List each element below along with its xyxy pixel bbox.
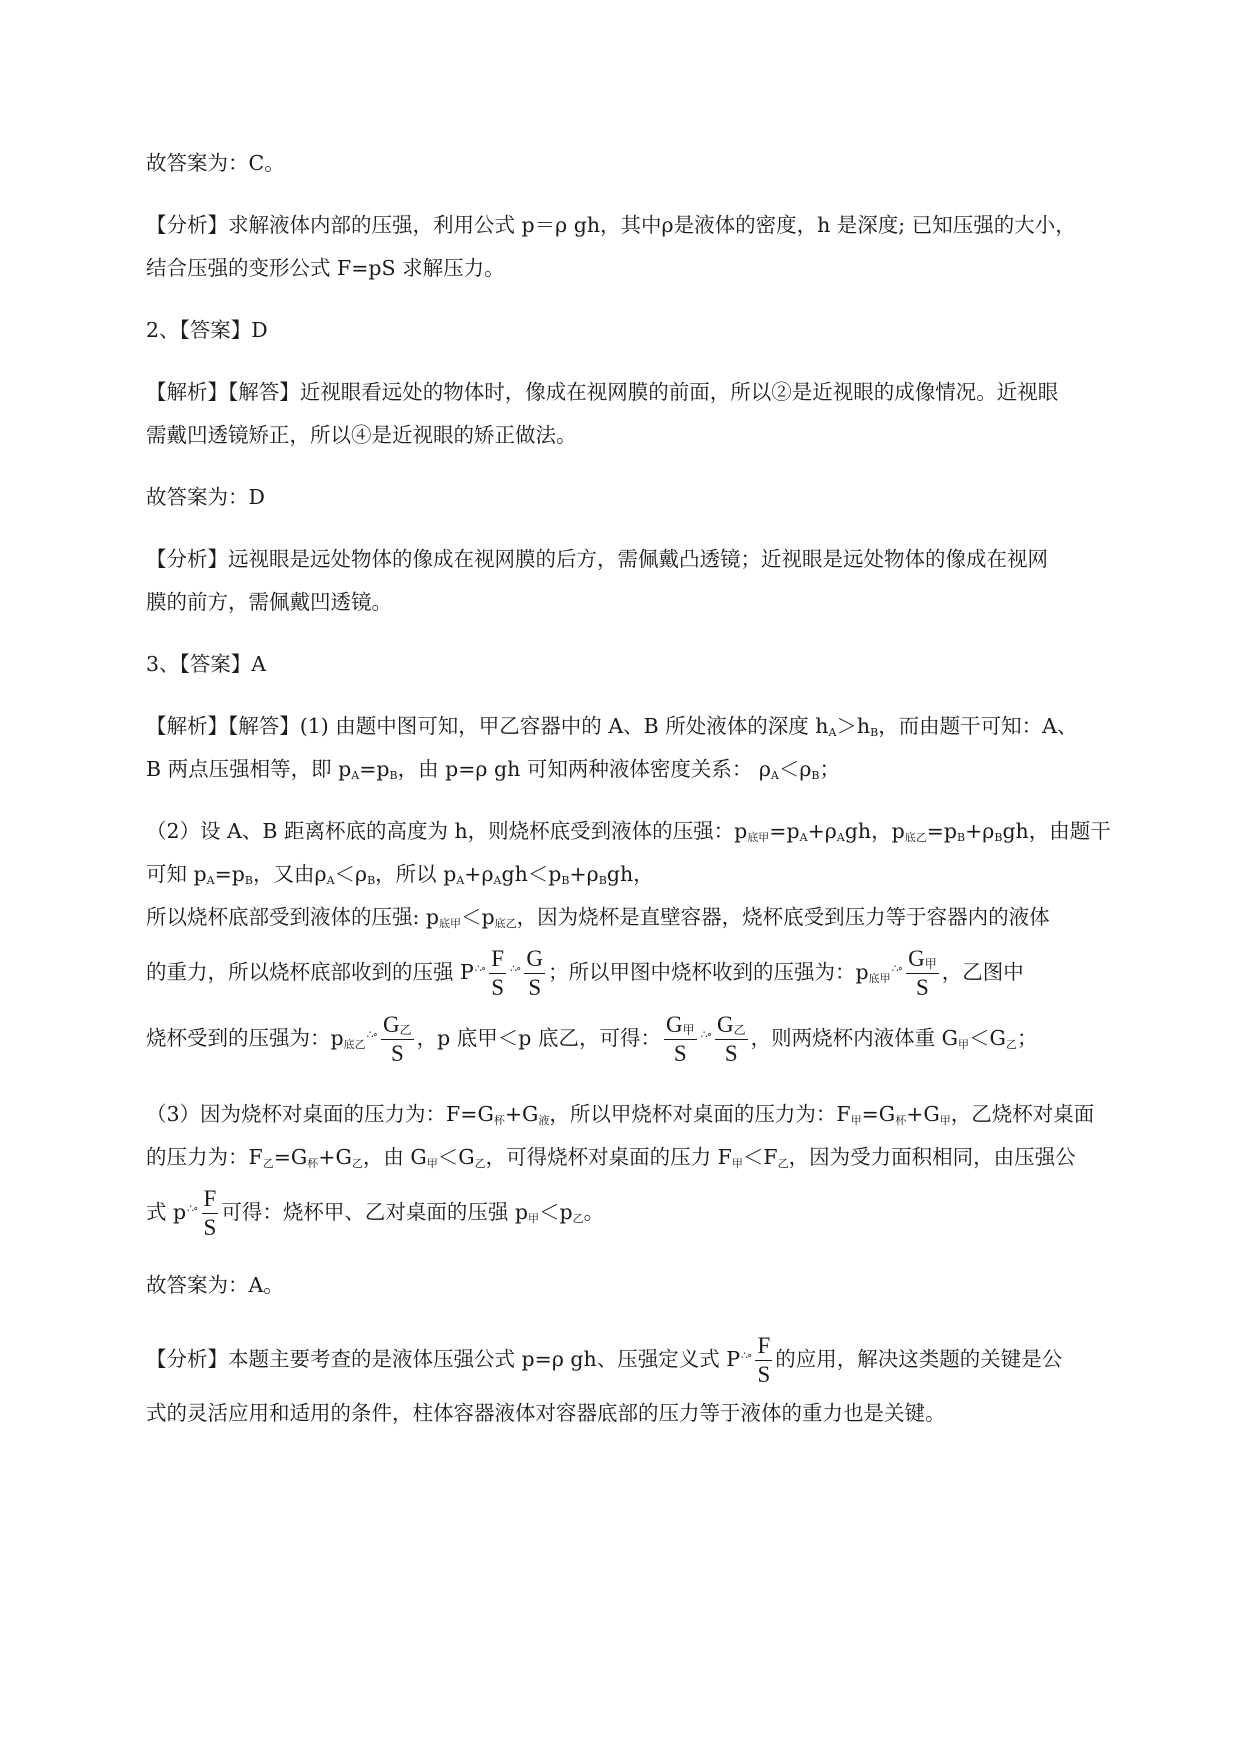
fraction-Gjia-over-S-2: $\frac{G_甲}{S}$	[665, 1012, 695, 1066]
answer-heading-3: 3、【答案】A	[146, 652, 267, 676]
fraction-Gyi-over-S-2: $\frac{G_乙}{S}$	[717, 1012, 746, 1066]
pressure-compare-line: 烧杯受到的压强为：$p_{底乙}\therefore\circ$ $\frac{G_乙}{S}$ ，p 底甲＜p 底乙，可得： $\frac{G_甲}{S}$ ∴∘ $\frac{G_乙}{S}$ ，则两烧杯内液体重 $G_甲<G_乙$；	[146, 1012, 1038, 1066]
answer-conclusion-1: 故答案为：C。	[146, 151, 285, 175]
fraction-F-over-S-2: $\frac{F}{S}$	[203, 1186, 217, 1240]
explanation-3-part-3: （3）因为烧杯对桌面的压力为：$F=G_杯+G_液$，所以甲烧杯对桌面的压力为：$F_甲=G_杯+G_甲$，乙烧杯对桌面 的压力为：$F_乙=G_杯+G_乙$，由 $G_甲<G_乙$，可得烧杯对桌面的压力 $F_甲<F_乙$，因为受力面积相同，由压强公 式 p∴∘ $\frac{F}{S}$ 可得：烧杯甲、乙对桌面的压强 $p_甲<p_乙$。	[146, 1102, 1095, 1240]
analysis-1: 【分析】求解液体内部的压强，利用公式 p＝ρ gh，其中ρ是液体的密度，h 是深度; 已知压强的大小， 结合压强的变形公式 F=pS 求解压力。	[146, 213, 1076, 280]
analysis-2: 【分析】远视眼是远处物体的像成在视网膜的后方，需佩戴凸透镜；近视眼是远处物体的像成在视网 膜的前方，需佩戴凹透镜。	[146, 547, 1048, 614]
explanation-3-part-1: 【解析】【解答】(1) 由题中图可知，甲乙容器中的 A、B 所处液体的深度 $h_A>h_B$，而由题干可知：A、 B 两点压强相等，即 $p_A=p_B$，由 p=ρ gh 可知两种液体密度关系： $\rho_A<\rho_B$；	[146, 714, 1078, 782]
analysis-3: 【分析】本题主要考查的是液体压强公式 p=ρ gh、压强定义式 P∴∘ $\frac{F}{S}$ 的应用，解决这类题的关键是公 式的灵活应用和适用的条件，柱体容器液体对容器底部的压力等于液体的重力也是关键。	[146, 1333, 1063, 1425]
fraction-Gjia-over-S: $\frac{G_甲}{S}$	[908, 946, 937, 1000]
fraction-F-over-S-3: $\frac{F}{S}$	[757, 1333, 771, 1387]
answer-conclusion-2: 故答案为：D	[146, 485, 265, 509]
fraction-G-over-S: $\frac{G}{S}$	[526, 946, 544, 1000]
fraction-F-over-S: $\frac{F}{S}$	[491, 946, 505, 1000]
fraction-Gyi-over-S: $\frac{G_乙}{S}$	[383, 1012, 412, 1066]
answer-heading-2: 2、【答案】D	[146, 318, 268, 342]
answer-conclusion-3: 故答案为：A。	[146, 1273, 284, 1297]
explanation-3-part-2: （2）设 A、B 距离杯底的高度为 h，则烧杯底受到液体的压强：$p_{底甲}=p_A+\rho_Agh$，$p_{底乙}=p_B+\rho_Bgh$，由题干 可知 $p_A=p_B$，又由$\rho_A<\rho_B$，所以 $p_A+\rho_Agh<p_B+\rho_Bgh$， 所以烧杯底部受到液体的压强: $p_{底甲}<p_{底乙}$，因为烧杯是直壁容器，烧杯底受到压力等于容器内的液体 的重力，所以烧杯底部收到的压强 P∴∘ $\frac{F}{S}$ ∴∘ $\frac{G}{S}$ ；所以甲图中烧杯收到的压强为：$p_{底甲}\therefore\circ$ $\frac{G_甲}{S}$ ，乙图中 烧杯受到的压强为：$p_{底乙}\therefore\circ$ $\frac{G_乙}{S}$ ，p 底甲＜p 底乙，可得： $\frac{G_甲}{S}$ ∴∘ $\frac{G_乙}{S}$ ，则两烧杯内液体重 $G_甲<G_乙$；	[146, 810, 1146, 1071]
explanation-2: 【解析】【解答】近视眼看远处的物体时，像成在视网膜的前面，所以②是近视眼的成像情况。近视眼 需戴凹透镜矫正，所以④是近视眼的矫正做法。	[146, 380, 1059, 447]
answer-analysis-page	[146, 142, 1146, 1454]
pressure-formula-line: 的重力，所以烧杯底部收到的压强 P∴∘ $\frac{F}{S}$ ∴∘ $\frac{G}{S}$ ；所以甲图中烧杯收到的压强为：$p_{底甲}\therefore\circ$ $\frac{G_甲}{S}$ ，乙图中	[146, 946, 1024, 1000]
